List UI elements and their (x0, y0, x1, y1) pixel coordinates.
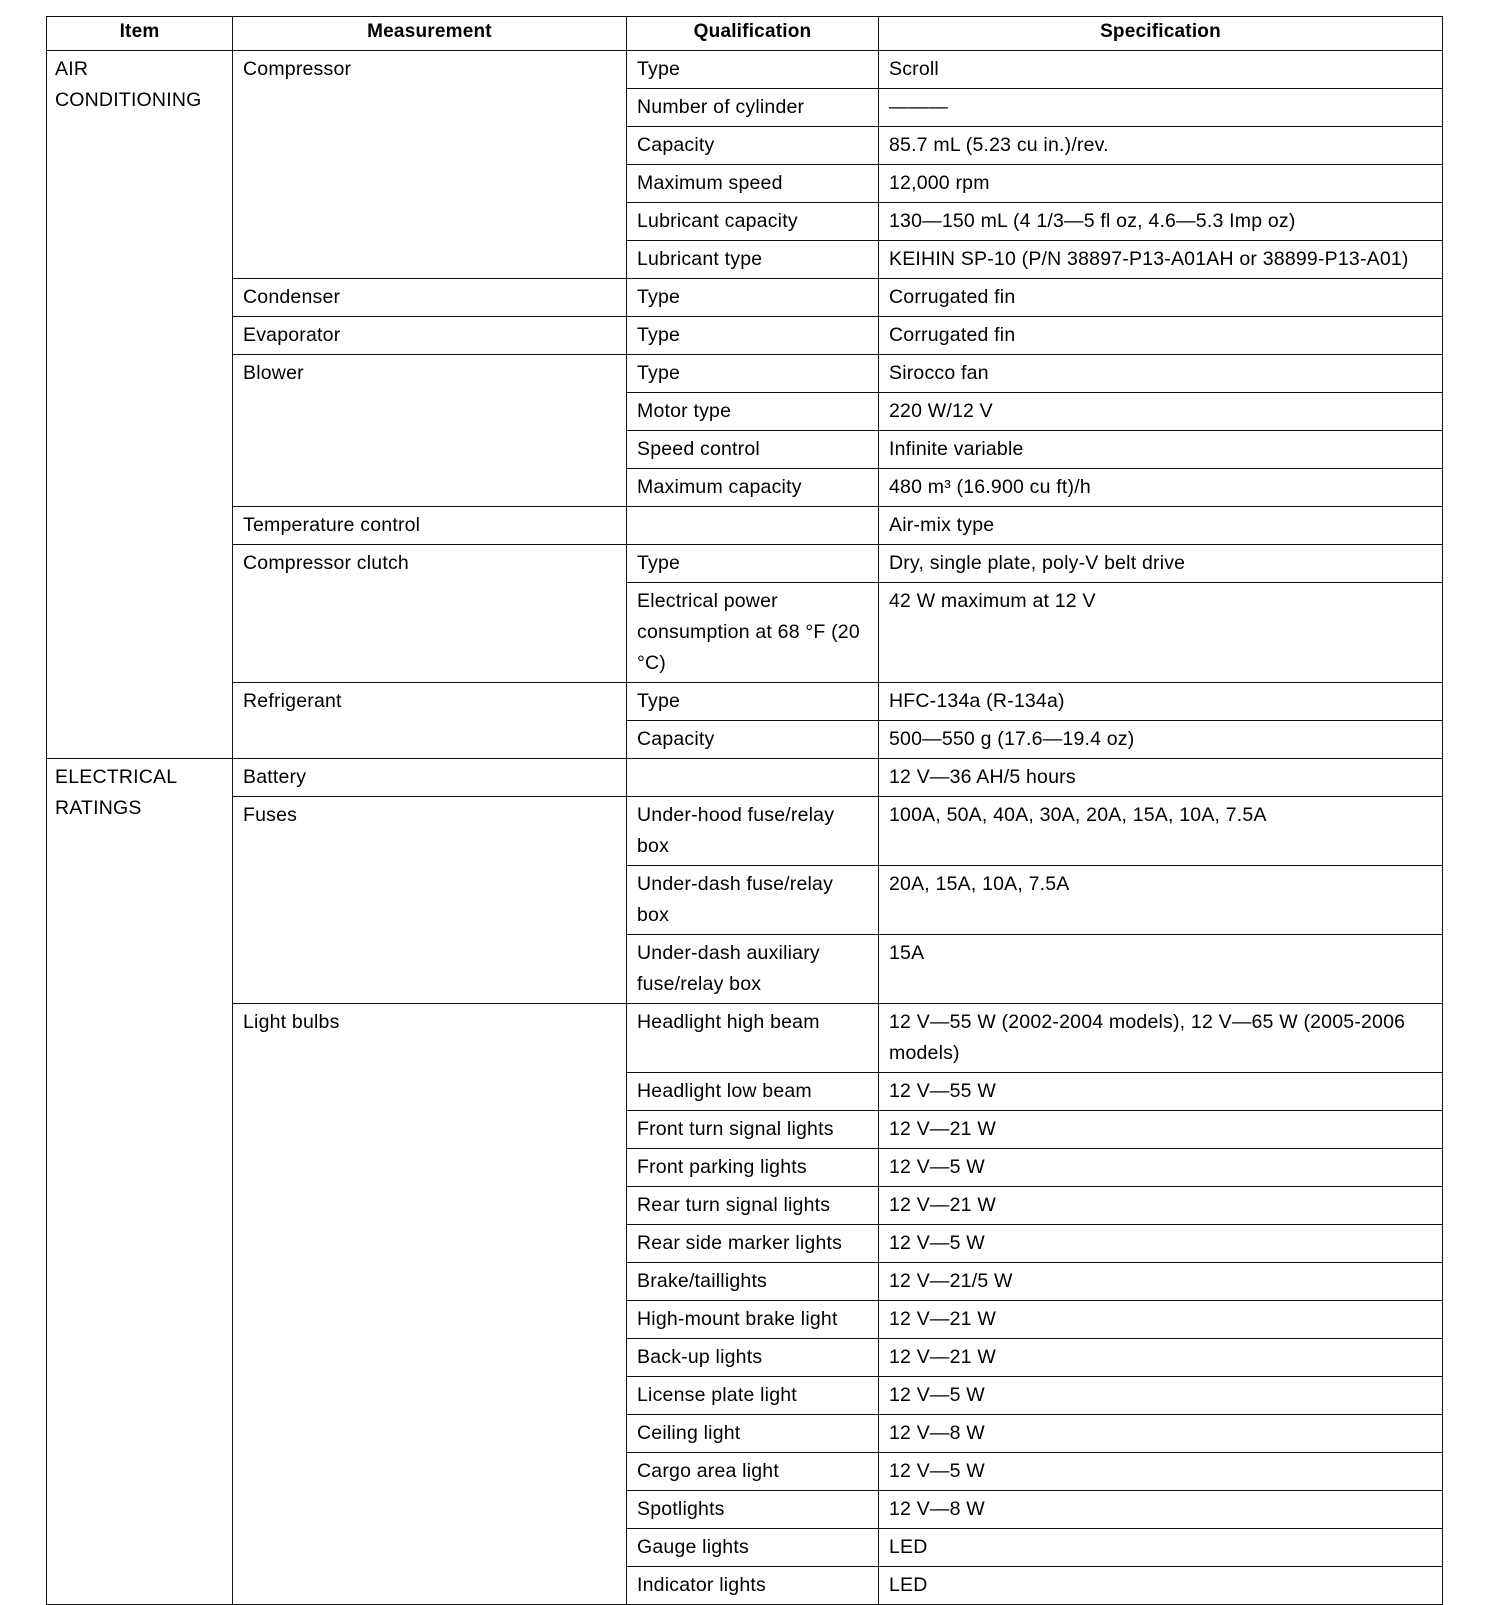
specification-cell: 20A, 15A, 10A, 7.5A (879, 866, 1443, 935)
qualification-cell: Number of cylinder (627, 89, 879, 127)
table-row (47, 317, 1443, 355)
qualification-cell: Type (627, 317, 879, 355)
specification-cell: Sirocco fan (879, 355, 1443, 393)
measurement-cell: Compressor clutch (233, 545, 627, 683)
specification-cell: 12 V—5 W (879, 1149, 1443, 1187)
specification-cell: ——— (879, 89, 1443, 127)
measurement-cell: Compressor (233, 51, 627, 279)
specification-cell: 480 m³ (16.900 cu ft)/h (879, 469, 1443, 507)
qualification-cell: Rear side marker lights (627, 1225, 879, 1263)
qualification-cell: Type (627, 51, 879, 89)
measurement-cell: Battery (233, 759, 627, 797)
qualification-cell (627, 759, 879, 797)
column-header-measurement: Measurement (233, 17, 627, 51)
header-row (47, 17, 1443, 51)
qualification-cell: Motor type (627, 393, 879, 431)
table-row (47, 797, 1443, 866)
specification-cell: 12 V—21 W (879, 1301, 1443, 1339)
qualification-cell: Front turn signal lights (627, 1111, 879, 1149)
qualification-cell: License plate light (627, 1377, 879, 1415)
qualification-cell: Lubricant type (627, 241, 879, 279)
specification-cell: 12 V—8 W (879, 1491, 1443, 1529)
qualification-cell: Ceiling light (627, 1415, 879, 1453)
table-row (47, 51, 1443, 89)
qualification-cell: Type (627, 545, 879, 583)
qualification-cell (627, 507, 879, 545)
specification-cell: 12 V—5 W (879, 1453, 1443, 1491)
specification-cell: Corrugated fin (879, 317, 1443, 355)
specification-cell: 100A, 50A, 40A, 30A, 20A, 15A, 10A, 7.5A (879, 797, 1443, 866)
specification-cell: 42 W maximum at 12 V (879, 583, 1443, 683)
qualification-cell: Capacity (627, 721, 879, 759)
table-row (47, 507, 1443, 545)
specification-cell: 12 V—21 W (879, 1111, 1443, 1149)
qualification-cell: Maximum speed (627, 165, 879, 203)
measurement-cell: Refrigerant (233, 683, 627, 759)
specification-cell: 12 V—21/5 W (879, 1263, 1443, 1301)
specification-cell: 85.7 mL (5.23 cu in.)/rev. (879, 127, 1443, 165)
qualification-cell: Speed control (627, 431, 879, 469)
qualification-cell: Brake/taillights (627, 1263, 879, 1301)
measurement-cell: Light bulbs (233, 1004, 627, 1605)
specification-cell: 15A (879, 935, 1443, 1004)
specification-cell: 12 V—21 W (879, 1339, 1443, 1377)
measurement-cell: Condenser (233, 279, 627, 317)
qualification-cell: Lubricant capacity (627, 203, 879, 241)
table-row (47, 683, 1443, 721)
item-cell: ELECTRICAL RATINGS (47, 759, 233, 1605)
specification-cell: 12 V—5 W (879, 1225, 1443, 1263)
table-row (47, 545, 1443, 583)
specification-cell: 12 V—21 W (879, 1187, 1443, 1225)
qualification-cell: Under-dash fuse/relay box (627, 866, 879, 935)
qualification-cell: Type (627, 355, 879, 393)
specification-cell: 130—150 mL (4 1/3—5 fl oz, 4.6—5.3 Imp oz) (879, 203, 1443, 241)
specification-cell: Scroll (879, 51, 1443, 89)
qualification-cell: Rear turn signal lights (627, 1187, 879, 1225)
column-header-item: Item (47, 17, 233, 51)
specification-cell: KEIHIN SP-10 (P/N 38897-P13-A01AH or 38899-P13-A01) (879, 241, 1443, 279)
column-header-specification: Specification (879, 17, 1443, 51)
qualification-cell: Front parking lights (627, 1149, 879, 1187)
specification-cell: HFC-134a (R-134a) (879, 683, 1443, 721)
specification-table (46, 16, 1443, 1605)
item-cell: AIR CONDITIONING (47, 51, 233, 759)
qualification-cell: Spotlights (627, 1491, 879, 1529)
specification-cell: 12 V—5 W (879, 1377, 1443, 1415)
specification-cell: Infinite variable (879, 431, 1443, 469)
table-row (47, 279, 1443, 317)
qualification-cell: Maximum capacity (627, 469, 879, 507)
table-row (47, 1004, 1443, 1073)
qualification-cell: Under-dash auxiliary fuse/relay box (627, 935, 879, 1004)
table-header (47, 17, 1443, 51)
qualification-cell: Type (627, 279, 879, 317)
qualification-cell: High-mount brake light (627, 1301, 879, 1339)
specification-cell: 12,000 rpm (879, 165, 1443, 203)
qualification-cell: Electrical power consumption at 68 °F (20 °C) (627, 583, 879, 683)
specification-cell: 500—550 g (17.6—19.4 oz) (879, 721, 1443, 759)
specification-cell: 12 V—55 W (879, 1073, 1443, 1111)
specification-cell: Corrugated fin (879, 279, 1443, 317)
measurement-cell: Temperature control (233, 507, 627, 545)
specification-cell: 12 V—36 AH/5 hours (879, 759, 1443, 797)
specification-cell: LED (879, 1567, 1443, 1605)
table-row (47, 355, 1443, 393)
table-body (47, 51, 1443, 1605)
qualification-cell: Headlight low beam (627, 1073, 879, 1111)
measurement-cell: Fuses (233, 797, 627, 1004)
specification-cell: 220 W/12 V (879, 393, 1443, 431)
specification-cell: Dry, single plate, poly-V belt drive (879, 545, 1443, 583)
qualification-cell: Capacity (627, 127, 879, 165)
qualification-cell: Under-hood fuse/relay box (627, 797, 879, 866)
specification-cell: 12 V—55 W (2002-2004 models), 12 V—65 W (2005-2006 models) (879, 1004, 1443, 1073)
measurement-cell: Blower (233, 355, 627, 507)
table-row (47, 759, 1443, 797)
specification-cell: 12 V—8 W (879, 1415, 1443, 1453)
column-header-qualification: Qualification (627, 17, 879, 51)
qualification-cell: Headlight high beam (627, 1004, 879, 1073)
qualification-cell: Back-up lights (627, 1339, 879, 1377)
qualification-cell: Cargo area light (627, 1453, 879, 1491)
measurement-cell: Evaporator (233, 317, 627, 355)
qualification-cell: Type (627, 683, 879, 721)
qualification-cell: Gauge lights (627, 1529, 879, 1567)
qualification-cell: Indicator lights (627, 1567, 879, 1605)
specification-cell: LED (879, 1529, 1443, 1567)
specification-cell: Air-mix type (879, 507, 1443, 545)
